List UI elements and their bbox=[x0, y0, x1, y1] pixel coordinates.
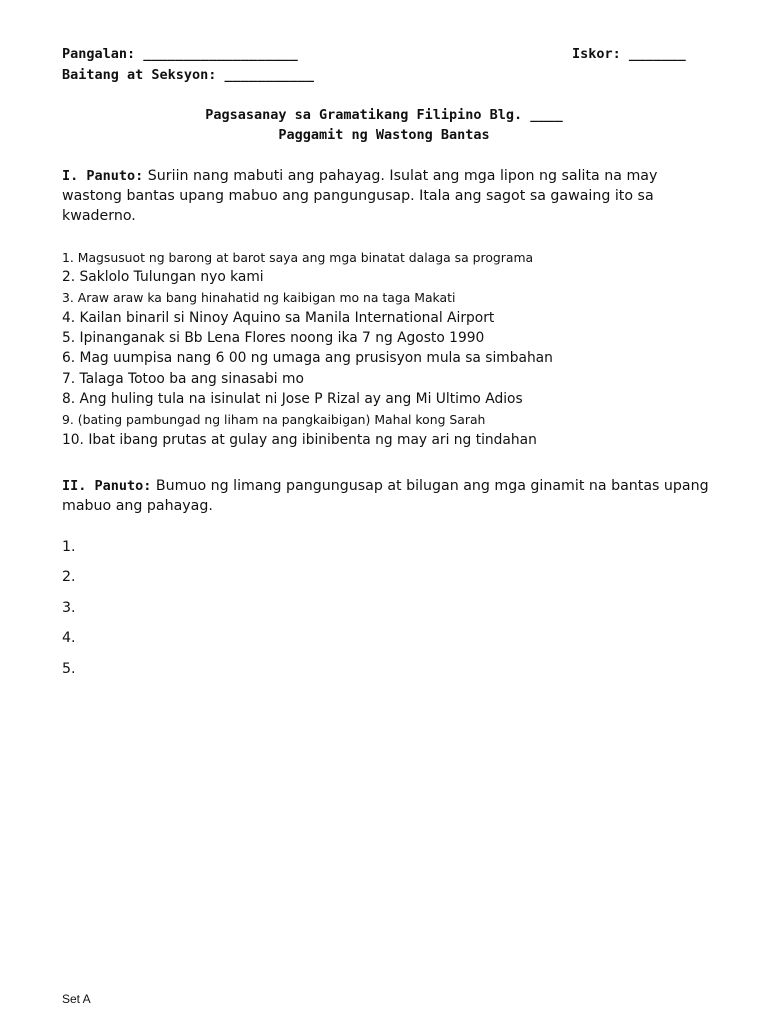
worksheet-subtitle: Paggamit ng Wastong Bantas bbox=[278, 127, 490, 143]
answer-line-number: 5. bbox=[62, 661, 76, 677]
part1-instruction-text: Suriin nang mabuti ang pahayag. Isulat ang mga lipon ng salita na may bbox=[147, 168, 658, 184]
part1-instruction-line2: wastong bantas upang mabuo ang pangungusap. Itala ang sagot sa gawaing ito sa bbox=[62, 188, 654, 204]
part1-heading: I. Panuto: bbox=[62, 168, 144, 184]
part2-instruction-line2: mabuo ang pahayag. bbox=[62, 498, 213, 514]
score-field-label: Iskor: _______ bbox=[572, 46, 686, 62]
answer-line-number: 1. bbox=[62, 539, 76, 555]
list-item: 10. Ibat ibang prutas at gulay ang ibinibenta ng may ari ng tindahan bbox=[62, 432, 537, 448]
part2-instruction-line1 bbox=[62, 476, 709, 497]
answer-line-number: 2. bbox=[62, 569, 76, 585]
list-item: 4. Kailan binaril si Ninoy Aquino sa Manila International Airport bbox=[62, 310, 495, 326]
part2-heading: II. Panuto: bbox=[62, 478, 152, 494]
answer-line-number: 3. bbox=[62, 600, 76, 616]
answer-line-number: 4. bbox=[62, 630, 76, 646]
list-item: 9. (bating pambungad ng liham na pangkaibigan) Mahal kong Sarah bbox=[62, 412, 486, 427]
list-item: 7. Talaga Totoo ba ang sinasabi mo bbox=[62, 371, 304, 387]
part1-instruction-line1 bbox=[62, 166, 657, 187]
part2-instruction-text: Bumuo ng limang pangungusap at bilugan ang mga ginamit na bantas upang bbox=[155, 478, 709, 494]
list-item: 8. Ang huling tula na isinulat ni Jose P Rizal ay ang Mi Ultimo Adios bbox=[62, 391, 523, 407]
list-item: 1. Magsusuot ng barong at barot saya ang mga binatat dalaga sa programa bbox=[62, 250, 534, 265]
list-item: 6. Mag uumpisa nang 6 00 ng umaga ang prusisyon mula sa simbahan bbox=[62, 350, 553, 366]
list-item: 2. Saklolo Tulungan nyo kami bbox=[62, 269, 264, 285]
list-item: 3. Araw araw ka bang hinahatid ng kaibigan mo na taga Makati bbox=[62, 290, 456, 305]
grade-section-field-label: Baitang at Seksyon: ___________ bbox=[62, 67, 314, 83]
name-field-label: Pangalan: ___________________ bbox=[62, 46, 298, 62]
part1-instruction-line3: kwaderno. bbox=[62, 208, 136, 224]
list-item: 5. Ipinanganak si Bb Lena Flores noong ika 7 ng Agosto 1990 bbox=[62, 330, 485, 346]
set-label: Set A bbox=[62, 992, 91, 1006]
worksheet-title: Pagsasanay sa Gramatikang Filipino Blg. ____ bbox=[205, 107, 563, 123]
